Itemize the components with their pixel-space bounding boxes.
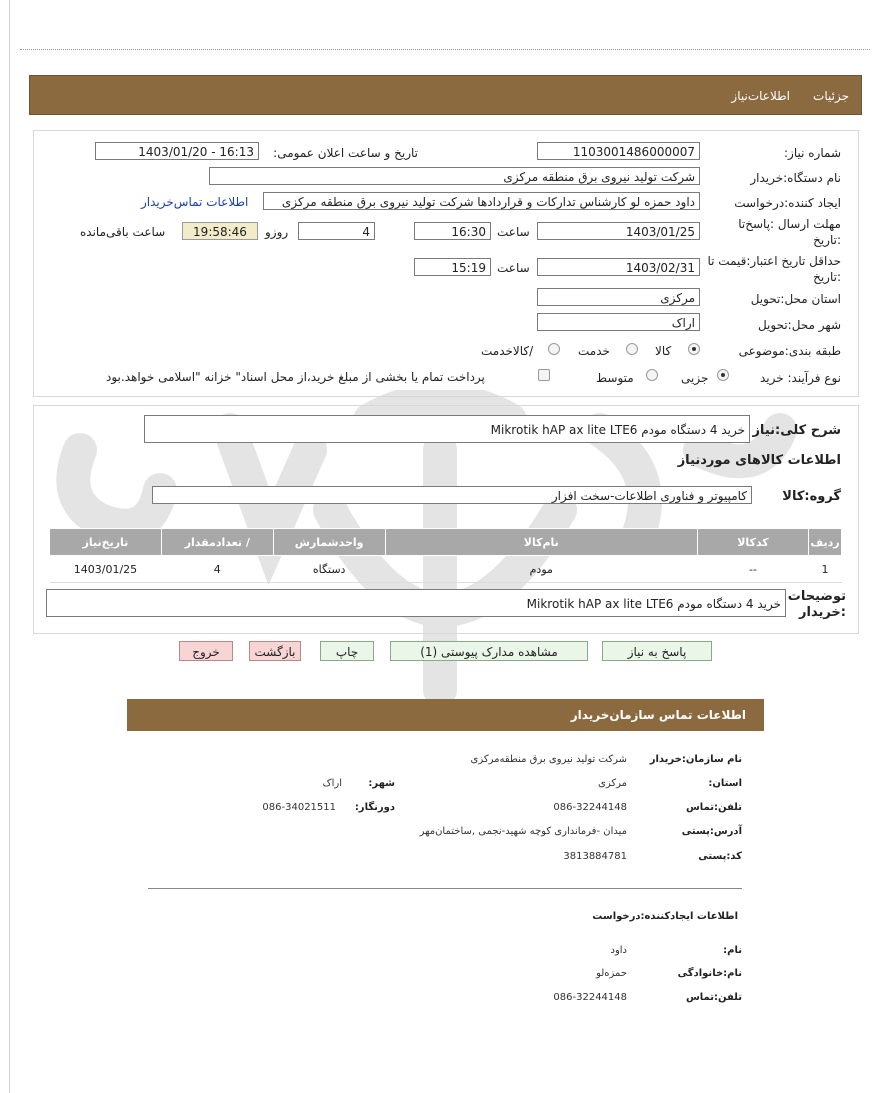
attachments-button[interactable]: مشاهده مدارک پیوستی (1) <box>390 641 588 661</box>
cell-unit: دستگاه <box>273 556 385 583</box>
contact-province-value: مرکزی <box>598 778 627 789</box>
address-value: میدان -فرمانداری کوچه شهید-نجمی ,ساختمان‌مهر <box>419 826 627 837</box>
group-label: گروه:کالا <box>782 489 841 504</box>
postal-value: 3813884781 <box>563 851 627 862</box>
remaining-timer: 19:58:46 <box>182 222 258 240</box>
contact-divider <box>148 888 742 889</box>
col-date: تاریخ‌نیاز <box>50 529 162 556</box>
tab-need-info[interactable]: اطلاعات‌نیاز <box>731 89 790 103</box>
col-unit: واحدشمارش <box>273 529 385 556</box>
page-header <box>29 75 862 115</box>
buyer-label: نام دستگاه:خریدار <box>750 171 841 185</box>
radio-goods-service[interactable] <box>548 343 560 355</box>
province-field: مرکزی <box>537 288 700 306</box>
reply-button[interactable]: پاسخ به نیاز <box>602 641 712 661</box>
left-border <box>9 0 10 1093</box>
group-field: کامپیوتر و فناوری اطلاعات-سخت افزار <box>152 486 752 504</box>
buyer-desc-field: خرید 4 دستگاه مودم Mikrotik hAP ax lite LTE6 <box>46 589 786 617</box>
remaining-label: ساعت باقی‌مانده <box>80 225 166 239</box>
postal-label: کد:پستی <box>698 851 742 862</box>
announce-label: تاریخ و ساعت اعلان عمومی: <box>273 146 418 160</box>
radio-partial-label: جزیی <box>681 371 709 385</box>
phone2-value: 086-32244148 <box>553 992 627 1003</box>
radio-service-label: خدمت <box>578 344 610 358</box>
radio-service[interactable] <box>626 343 638 355</box>
radio-goods-service-label: /کالاخدمت <box>481 344 534 358</box>
name-label: نام: <box>723 945 742 956</box>
category-label: طبقه بندی:موضوعی <box>738 344 841 358</box>
contact-title: اطلاعات تماس سازمان‌خریدار <box>570 708 746 722</box>
table-row <box>50 556 842 583</box>
announce-field: 1403/01/20 - 16:13 <box>95 142 259 160</box>
days-label: روزو <box>265 225 289 239</box>
validity-date-field: 1403/02/31 <box>537 258 700 276</box>
validity-time-label: ساعت <box>497 261 530 275</box>
deadline-time-label: ساعت <box>497 225 530 239</box>
deadline-date-field: 1403/01/25 <box>537 222 700 240</box>
process-label: نوع فرآیند: خرید <box>760 371 841 385</box>
needed-goods-title: اطلاعات کالاهای موردنیاز <box>677 453 841 468</box>
city-label: شهر محل:تحویل <box>757 318 841 332</box>
fax-label: دورنگار: <box>354 802 395 813</box>
validity-time-field: 15:19 <box>414 258 491 276</box>
back-button[interactable]: بازگشت <box>249 641 301 661</box>
radio-partial[interactable] <box>717 369 729 381</box>
family-value: حمزه‌لو <box>596 968 627 979</box>
radio-medium-label: متوسط <box>596 371 634 385</box>
cell-code: -- <box>697 556 808 583</box>
print-button[interactable]: چاپ <box>320 641 374 661</box>
exit-button[interactable]: خروج <box>179 641 233 661</box>
contact-city-label: شهر: <box>368 778 395 789</box>
city-field: اراک <box>537 313 700 331</box>
radio-goods[interactable] <box>688 343 700 355</box>
org-label: نام سازمان:خریدار <box>649 754 742 765</box>
address-label: آدرس:پستی <box>681 826 742 837</box>
col-row: ردیف <box>809 529 842 556</box>
deadline-label: مهلت ارسال :پاسخ‌تا :تاریخ <box>738 217 841 247</box>
days-field: 4 <box>298 222 375 240</box>
cell-name: مودم <box>385 556 697 583</box>
radio-medium[interactable] <box>646 369 658 381</box>
creator-label: ایجاد کننده:درخواست <box>734 196 841 210</box>
need-number-label: شماره نیاز: <box>784 146 841 160</box>
general-desc-label: شرح کلی:نیاز <box>752 423 841 438</box>
org-value: شرکت تولید نیروی برق منطقه‌مرکزی <box>470 754 627 765</box>
col-code: کدکالا <box>697 529 808 556</box>
buyer-desc-label: توضیحات :خریدار <box>787 589 846 620</box>
general-desc-field: خرید 4 دستگاه مودم Mikrotik hAP ax lite LTE6 <box>144 415 750 443</box>
phone2-label: تلفن:تماس <box>685 992 742 1003</box>
deadline-time-field: 16:30 <box>414 222 491 240</box>
need-number-field: 1103001486000007 <box>537 142 700 160</box>
goods-table <box>49 528 842 583</box>
phone-label: تلفن:تماس <box>685 802 742 813</box>
buyer-contact-link[interactable]: اطلاعات تماس‌خریدار <box>141 195 249 209</box>
cell-qty: 4 <box>161 556 273 583</box>
top-divider <box>20 49 870 50</box>
creator-title: اطلاعات ایجادکننده:درخواست <box>592 911 738 922</box>
phone-value: 086-32244148 <box>553 802 627 813</box>
col-name: نام‌کالا <box>385 529 697 556</box>
tab-details[interactable]: جزئيات <box>813 89 849 103</box>
cell-date: 1403/01/25 <box>50 556 162 583</box>
contact-header <box>127 699 764 731</box>
col-qty: / تعدادمقدار <box>161 529 273 556</box>
cell-row: 1 <box>809 556 842 583</box>
fax-value: 086-34021511 <box>262 802 336 813</box>
radio-goods-label: کالا <box>655 344 672 358</box>
contact-city-value: اراک <box>322 778 342 789</box>
name-value: داود <box>610 945 627 956</box>
province-label: استان محل:تحویل <box>750 292 841 306</box>
family-label: نام:خانوادگی <box>677 968 742 979</box>
creator-field: داود حمزه لو کارشناس تدارکات و قراردادها شرکت تولید نیروی برق منطقه مرکزی <box>263 192 700 210</box>
treasury-note: پرداخت تمام یا بخشی از مبلغ خرید،از محل اسناد" خزانه "اسلامی خواهد.بود <box>106 370 485 384</box>
buyer-field: شرکت تولید نیروی برق منطقه مرکزی <box>209 167 700 185</box>
treasury-checkbox[interactable] <box>538 369 550 381</box>
validity-label: حداقل تاریخ اعتبار:قیمت تا :تاریخ <box>707 254 841 284</box>
contact-province-label: استان: <box>708 778 742 789</box>
